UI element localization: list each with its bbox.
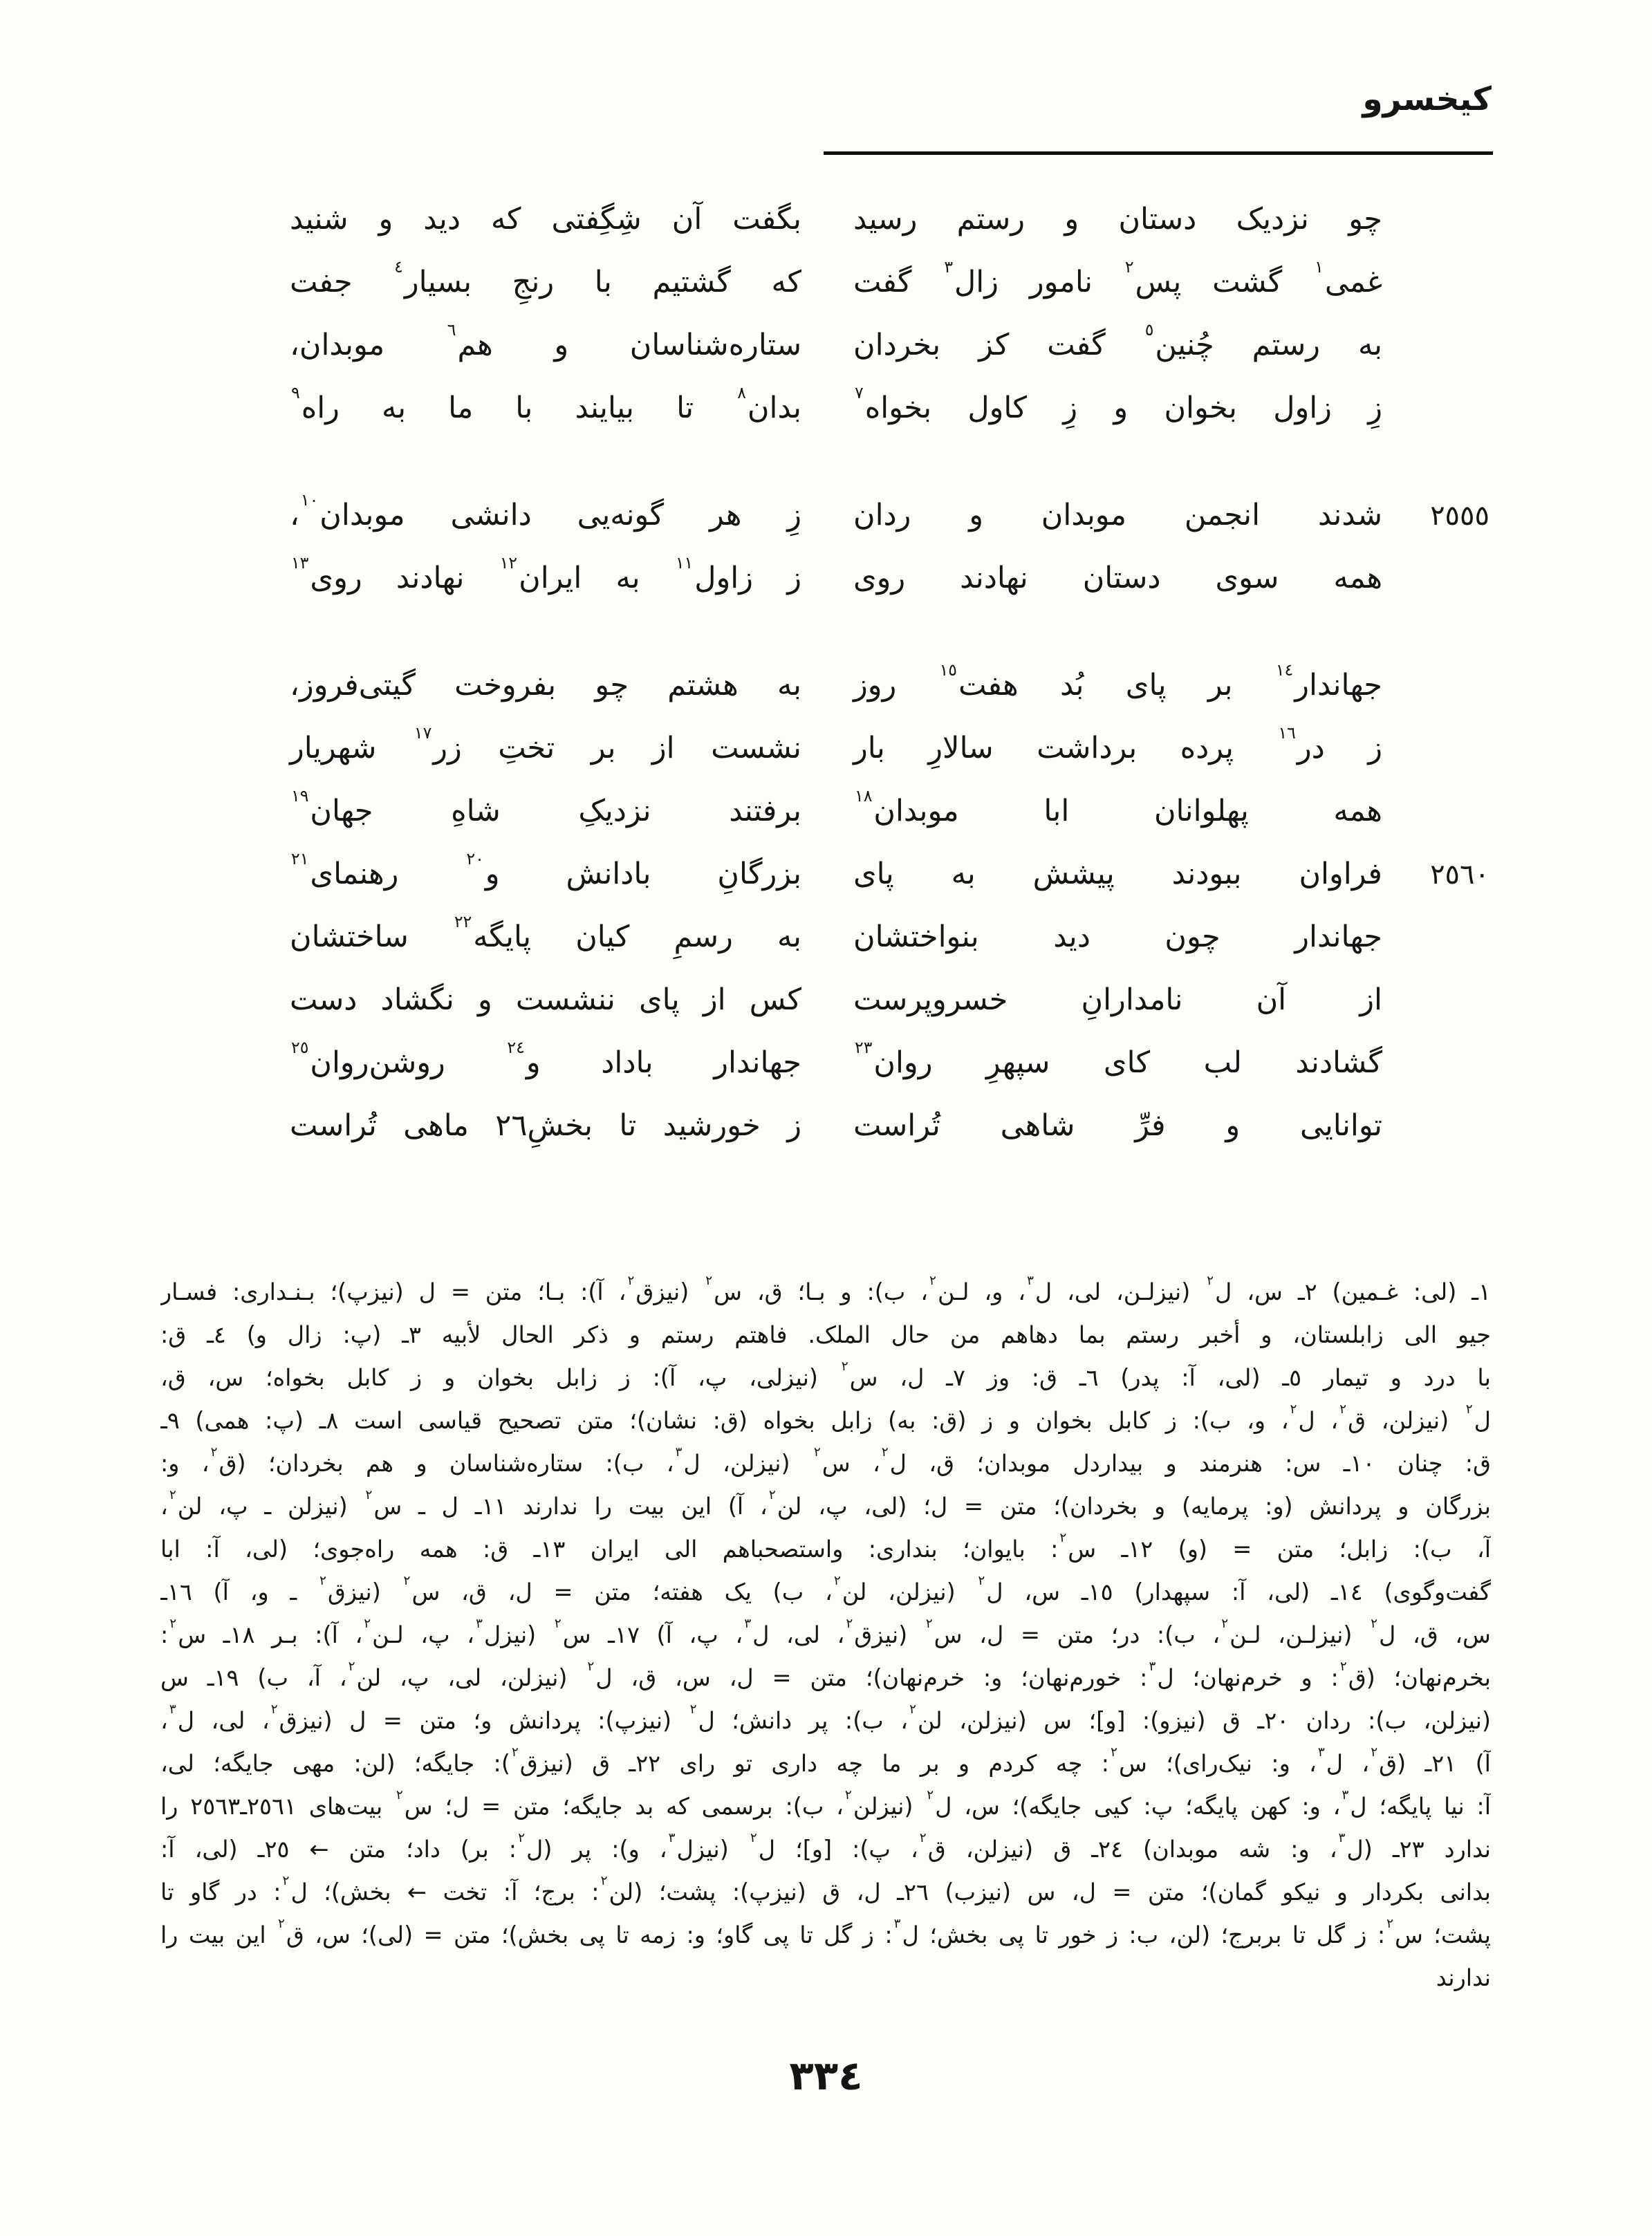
footnote-marker: ١ — [1315, 257, 1324, 277]
footnote-marker: ٢ — [1371, 1744, 1378, 1760]
hemistich-right: غمی$^١$ گشت پس$^٢$ نامور زال$^٣$ گفت — [853, 257, 1382, 299]
footnote-marker: ٢ — [278, 1916, 285, 1931]
footnote-marker: ٢ — [1124, 257, 1134, 277]
footnote-line: بخرم‌نهان؛ (ق$^٢$: و خرم‌نهان؛ ل$^٣$: خورم‌نهان؛ و: خرم‌نهان)؛ متن = ل، س، ق، ل$^٢$ (نیزلن، لی، پ، لن$^٢$، آ، ب) ١٩ـ س — [160, 1659, 1491, 1691]
footnote-marker: ٢ — [403, 1573, 411, 1588]
hemistich-right: به رستم چُنین$^٥$ گفت کز بخردان — [853, 319, 1383, 362]
footnote-marker: ٢ — [365, 1487, 373, 1502]
footnote-marker: ٣ — [944, 257, 954, 277]
couplet-row — [290, 552, 1489, 624]
footnote-marker: ٣ — [169, 1702, 176, 1717]
footnote-marker: ٢ — [844, 1787, 852, 1802]
footnote-marker: ٣ — [1317, 1744, 1325, 1760]
footnote-line: با درد و تیمار ٥ـ (لی، آ: پدر) ٦ـ ق: وز ٧ـ ل، س$^٢$ (نیزلی، پ، آ): ز زابل بخوان و ز کابل بخواه؛ س، ق، — [160, 1359, 1491, 1391]
footnote-line: آ) ٢١ـ (ق$^٢$، ل$^٣$، و: نیک‌رای)؛ س$^٢$: چه کردم و بر ما چه داری تو رای ٢٢ـ ق (نیزق$^٢$): جایگه؛ (لن: مهی جایگه؛ لی، — [160, 1744, 1491, 1777]
hemistich-left: جهاندار باداد و$^{٢٤}$ روشن‌روان$^{٢٥}$ — [291, 1037, 801, 1080]
footnote-marker: ٣ — [668, 1830, 676, 1845]
footnote-marker: ٢ — [1221, 1616, 1229, 1631]
hemistich-right: همه پهلوانان ابا موبدان$^{١٨}$ — [855, 785, 1382, 828]
footnote-marker: ١٨ — [855, 785, 873, 805]
footnote-marker: ٢ — [846, 1616, 853, 1631]
verse-number: ٢٥٥٥ — [1430, 500, 1489, 532]
footnote-marker: ٣ — [1149, 1659, 1156, 1674]
couplet-row — [290, 319, 1489, 391]
hemistich-right: زِ زاول بخوان و زِ کاول بخواه$^٧$ — [855, 382, 1382, 425]
footnote-marker: ٢ — [396, 1787, 403, 1802]
stanza — [290, 660, 1489, 1171]
footnote-marker: ٣ — [744, 1616, 752, 1631]
footnote-marker: ٣ — [1338, 1830, 1346, 1845]
hemistich-left: به رسمِ کیان پایگه$^{٢٢}$ ساختشان — [290, 911, 801, 954]
footnote-marker: ١٠ — [300, 490, 319, 510]
hemistich-right: همه سوی دستان نهادند روی — [853, 561, 1382, 595]
footnote-marker: ٢ — [282, 1873, 290, 1888]
footnote-marker: ٢ — [1386, 1916, 1393, 1931]
hemistich-right: فراوان ببودند پیشش به پای — [853, 857, 1382, 891]
footnote-marker: ٢ — [210, 1444, 218, 1460]
hemistich-right: گشادند لب کای سپهرِ روان$^{٢٣}$ — [855, 1037, 1382, 1080]
couplet-row — [290, 382, 1489, 454]
footnote-line: (نیزلن، ب): ردان ٢٠ـ ق (نیزو): [و]؛ س (نیزلن، لن$^٢$، ب): پر دانش؛ ل$^٢$ (نیزپ): پردانش و؛ متن = ل (نیزق$^٢$، لی، ل$^٣$، — [160, 1702, 1491, 1734]
couplet-row — [290, 1108, 1489, 1171]
footnote-line: ١ـ (لی: غـمین) ٢ـ س، ل$^٢$ (نیزلـن، لی، ل$^٣$، و، لـن$^٢$، ب): و بـا؛ ق، س$^٢$ (نیزق$^٢$، آ): بـا؛ متن = ل (نیزپ)؛ بـنـداری: فسـار — [160, 1273, 1491, 1305]
footnote-marker: ٤ — [394, 257, 403, 277]
footnote-marker: ٢ — [319, 1573, 326, 1588]
hemistich-left: برفتند نزدیکِ شاهِ جهان$^{١٩}$ — [291, 785, 801, 828]
footnote-line: س، ق، ل$^٢$ (نیزلـن، لـن$^٢$، ب): در؛ متن = ل، س$^٢$ (نیزق$^٢$، لی، ل$^٣$، پ، آ) ١٧ـ س$^٢$ (نیزل$^٣$، پ، لـن$^٢$، آ): بـر ١٨ـ س$^٢$: — [160, 1616, 1491, 1648]
footnote-marker: ٢ — [1465, 1401, 1473, 1417]
footnote-marker: ٢ — [925, 1616, 933, 1631]
couplet-row — [290, 982, 1489, 1045]
footnote-marker: ٢ — [833, 1573, 841, 1588]
footnote-line: ندارند — [1436, 1964, 1491, 1991]
couplet-row — [290, 490, 1489, 561]
footnote-marker: ٢ — [554, 1616, 562, 1631]
footnote-marker: ٢ — [348, 1659, 355, 1674]
hemistich-right: ز در$^{١٦}$ پرده برداشت سالارِ بار — [853, 723, 1382, 765]
footnote-marker: ٢ — [919, 1830, 927, 1845]
footnote-marker: ٢ — [768, 1487, 776, 1502]
footnote-marker: ٢٠ — [466, 848, 484, 868]
footnote-marker: ٢ — [1339, 1401, 1347, 1417]
footnote-marker: ٢ — [587, 1659, 595, 1674]
couplet-row — [290, 848, 1489, 920]
footnote-marker: ٢ — [705, 1273, 713, 1288]
hemistich-left: بدان$^٨$ تا بیایند با ما به راه$^٩$ — [291, 382, 801, 425]
footnote-line: ل$^٢$ (نیزلن، ق$^٢$، ل$^٢$، و، ب): ز کابل بخوان و ز (ق: به) زابل بخواه (ق: نشان)؛ متن تصحیح قیاسی است ٨ـ (پ: همی) ٩ـ — [160, 1401, 1491, 1434]
hemistich-left: به هشتم چو بفروخت گیتی‌فروز، — [290, 668, 801, 702]
hemistich-left: ز زاول$^{١١}$ به ایران$^{١٢}$ نهادند روی$^{١٣}$ — [291, 552, 801, 595]
footnote-marker: ١٥ — [939, 660, 958, 680]
stanza — [290, 490, 1489, 624]
hemistich-left: زِ هر گونه‌یی دانشی موبدان$^{١٠}$، — [290, 490, 801, 532]
footnote-line: بزرگان و پردانش (و: پرمایه) و بخردان)؛ متن = ل؛ (لی، پ، لن$^٢$، آ) این بیت را ندارند ١١ـ ل ـ س$^٢$ (نیزلن ـ پ، لن$^٢$، — [160, 1487, 1491, 1520]
footnote-marker: ٢ — [1111, 1744, 1117, 1760]
footnote-marker: ٢ — [270, 1702, 278, 1717]
footnote-marker: ٢ — [169, 1487, 176, 1502]
hemistich-right: جهاندار چون دید بنواختشان — [853, 920, 1382, 954]
footnote-marker: ٢٢ — [454, 911, 472, 931]
header-rule — [824, 151, 1493, 155]
hemistich-right: شدند انجمن موبدان و ردان — [853, 498, 1382, 532]
footnote-marker: ٢ — [169, 1616, 177, 1631]
footnote-marker: ٢١ — [291, 848, 309, 868]
footnote-marker: ٢ — [841, 1359, 848, 1374]
footnote-marker: ٢ — [600, 1873, 608, 1888]
couplet-row — [290, 785, 1489, 857]
footnote-line: بدانی بکردار و نیکو گمان)؛ متن = ل، س (نیزب) ٢٦ـ ل، ق (نیزپ): پشت؛ (لن$^٢$: برج؛ آ: تخت ← بخش)؛ ل$^٢$: در گاو تا — [160, 1873, 1491, 1906]
footnote-marker: ٧ — [855, 382, 864, 402]
footnote-line: آ، ب): زابل؛ متن = (و) ١٢ـ س$^٢$: بایوان؛ بنداری: واستصحباهم الی ایران ١٣ـ ق: همه راه‌جوی؛ (لی، آ: ابا — [160, 1530, 1491, 1563]
footnote-marker: ٦ — [447, 319, 456, 339]
hemistich-left: ستاره‌شناسان و هم$^٦$ موبدان، — [290, 319, 801, 362]
couplet-row — [290, 660, 1489, 731]
page-number: ٣٣٤ — [789, 2052, 863, 2099]
stanza — [290, 202, 1489, 454]
footnote-marker: ٢ — [689, 1702, 697, 1717]
footnote-marker: ١١ — [675, 552, 694, 572]
footnote-marker: ١٧ — [414, 723, 432, 743]
footnote-marker: ٨ — [737, 382, 746, 402]
hemistich-right: از آن نامدارانِ خسروپرست — [853, 982, 1382, 1017]
footnote-marker: ٢ — [1339, 1659, 1347, 1674]
footnote-marker: ٢ — [750, 1830, 757, 1845]
footnote-marker: ٣ — [1027, 1273, 1034, 1288]
footnote-marker: ١٢ — [499, 552, 518, 572]
footnote-line: گفت‌وگوی) ١٤ـ (لی، آ: سپهدار) ١٥ـ س، ل$^٢$ (نیزلن، لن$^٢$، ب) یک هفته؛ متن = ل، ق، س$^٢$ (نیزق$^٢$ ـ و، آ) ١٦ـ — [160, 1573, 1491, 1605]
couplet-row — [290, 202, 1489, 265]
couplet-row — [290, 911, 1489, 982]
footnote-marker: ١٩ — [291, 785, 309, 805]
verse-number: ٢٥٦٠ — [1430, 859, 1489, 891]
footnote-marker: ٢ — [1371, 1616, 1377, 1631]
footnote-marker: ٣ — [1342, 1787, 1349, 1802]
footnote-marker: ١٣ — [291, 552, 309, 572]
footnote-marker: ٢ — [813, 1444, 821, 1460]
footnote-marker: ٢ — [881, 1444, 889, 1460]
footnote-line: جیو الی زابلستان، و أخبر رستم بما دهاهم من حال الملک. فاهتم رستم و ذکر الحال لأبیه ٣ـ (پ: زال و) ٤ـ ق: — [160, 1321, 1491, 1348]
footnote-marker: ٢ — [627, 1273, 635, 1288]
footnote-line: آ: نیا پایگه؛ ل$^٣$، و: کهن پایگه؛ پ: کیی جایگه)؛ س، ل$^٢$ (نیزلن$^٢$، ب): برسمی که بد جایگه؛ متن = ل؛ س$^٢$ بیت‌های ٢٥٦١ـ٢٥٦٣ را — [160, 1787, 1491, 1820]
footnote-marker: ٢ — [518, 1830, 525, 1845]
footnote-line: ق: چنان ١٠ـ س: هنرمند و بیداردل موبدان؛ ق، ل$^٢$، س$^٢$ (نیزلن، ل$^٣$، ب): ستاره‌شناسان و هم بخردان؛ (ق$^٢$، و: — [160, 1444, 1491, 1477]
hemistich-left: کس از پای ننشست و نگشاد دست — [290, 982, 801, 1017]
hemistich-right: چو نزدیک دستان و رستم رسید — [853, 202, 1382, 236]
hemistich-right: جهاندار$^{١٤}$ بر پای بُد هفت$^{١٥}$ روز — [853, 660, 1382, 702]
couplet-row — [290, 257, 1489, 328]
footnote-line: ندارد ٢٣ـ (ل$^٣$، و: شه موبدان) ٢٤ـ ق (نیزلن، ق$^٢$، پ): [و]؛ ل$^٢$ (نیزل$^٣$، و): پر (ل$^٢$: بر) داد؛ متن ← ٢٥ـ (لی، آ: — [160, 1830, 1491, 1863]
footnote-marker: ٢ — [929, 1273, 936, 1288]
footnote-marker: ٢ — [511, 1744, 519, 1760]
hemistich-left: ز خورشید تا بخشِ٢٦ ماهی تُراست — [290, 1108, 801, 1143]
hemistich-left: که گشتیم با رنجِ بسیار$^٤$ جفت — [290, 257, 801, 299]
footnote-marker: ٢ — [1290, 1401, 1297, 1417]
footnote-marker: ٣ — [476, 1616, 483, 1631]
footnote-marker: ٢ — [1059, 1530, 1067, 1545]
footnote-marker: ٢ — [1207, 1273, 1214, 1288]
footnote-line: پشت؛ س$^٢$: ز گل تا بربرج؛ (لن، ب: ز خور تا پی بخش؛ ل$^٣$: ز گل تا پی گاو؛ و: زمه تا پی بخش)؛ متن = (لی)؛ س، ق$^٢$ این بیت را — [160, 1916, 1491, 1948]
footnote-marker: ٩ — [291, 382, 300, 402]
poem — [290, 202, 1489, 1215]
hemistich-right: توانایی و فرِّ شاهی تُراست — [853, 1108, 1382, 1143]
couplet-row — [290, 723, 1489, 794]
couplet-row — [290, 1037, 1489, 1108]
footnote-marker: ٢ — [909, 1702, 916, 1717]
hemistich-left: بزرگانِ بادانش و$^{٢٠}$ رهنمای$^{٢١}$ — [291, 848, 802, 891]
footnote-marker: ٣ — [893, 1916, 901, 1931]
footnote-marker: ٢٤ — [507, 1037, 525, 1057]
footnote-marker: ٢ — [364, 1616, 371, 1631]
footnote-marker: ١٦ — [1278, 723, 1296, 743]
footnote-marker: ٢ — [978, 1573, 985, 1588]
running-head: کیخسرو — [1362, 80, 1492, 118]
footnote-marker: ١٤ — [1275, 660, 1294, 680]
footnote-marker: ٢ — [927, 1787, 934, 1802]
footnote-marker: ٥ — [1144, 319, 1154, 339]
footnote-marker: ٣ — [675, 1444, 683, 1460]
hemistich-left: نشست از بر تختِ زر$^{١٧}$ شهریار — [290, 723, 802, 765]
footnotes — [160, 1271, 1491, 2000]
hemistich-left: بگفت آن شِگِفتی که دید و شنید — [290, 202, 801, 236]
footnote-marker: ٢٥ — [291, 1037, 309, 1057]
footnote-marker: ٢٣ — [855, 1037, 873, 1057]
